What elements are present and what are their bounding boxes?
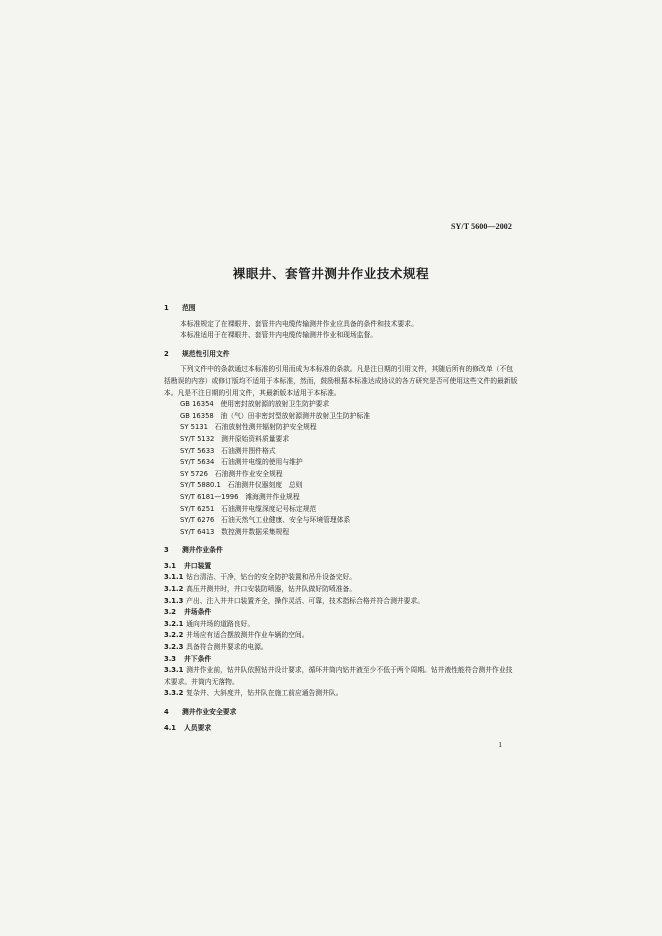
reference-item: GB 16354 使用密封放射源的放射卫生防护要求 (180, 400, 330, 409)
section-heading: 1 范围 (164, 304, 196, 312)
paragraph: 本标准适用于在裸眼井、套管井内电缆传输测井作业和现场监督。 (180, 331, 378, 340)
clause: 3.2.1 通向井场的道路良好。 (164, 619, 255, 628)
subsection-heading: 4.1 人员要求 (164, 723, 212, 732)
reference-item: SY/T 5634 石油测井电缆的使用与维护 (180, 458, 303, 467)
paragraph: 下列文件中的条款通过本标准的引用而成为本标准的条款。凡是注日期的引用文件，其随后所有的修改单（不包括勘误的内容）或修订版均不适用于本标准，然而，鼓励根据本标准达成协议的各方研究是否可使用这些文件的最新版本。凡是不注日期的引用文件，其最新版本适用于本标准。 (164, 365, 518, 397)
section-heading: 3 测井作业条件 (164, 546, 223, 555)
clause: 3.3.1 测井作业前，钻井队依照钻井设计要求，循环井筒内钻井液至少不低于两个周期。钻井液性能符合测井作业技术要求。井筒内无落物。 (164, 666, 513, 686)
clause: 3.3.2 复杂井、大斜度井，钻井队在施工前应通告测井队。 (164, 689, 343, 698)
reference-item: GB 16358 油（气）田非密封型放射源测井放射卫生防护标准 (180, 411, 371, 420)
reference-item: SY/T 6276 石油天然气工业健康、安全与环境管理体系 (180, 516, 351, 525)
clause: 3.1.3 产出、注入井井口装置齐全，操作灵活、可靠，技术指标合格并符合测井要求。 (164, 596, 425, 605)
standard-code: SY/T 5600—2002 (450, 222, 512, 231)
reference-item: SY/T 6413 数控测井数据采集规程 (180, 527, 290, 536)
subsection-heading: 3.2 井场条件 (164, 608, 212, 617)
reference-list (164, 399, 518, 538)
reference-item: SY/T 5132 测井原始资料质量要求 (180, 434, 290, 443)
reference-item: SY 5131 石油放射性测井辐射防护安全规程 (180, 423, 317, 432)
page-title: 裸眼井、套管井测井作业技术规程 (232, 266, 430, 281)
clause: 3.2.2 井场应有适合摆放测井作业车辆的空间。 (164, 631, 309, 640)
clause: 3.2.3 具备符合测井要求的电源。 (164, 643, 268, 652)
clause: 3.1.1 钻台清洁、干净，钻台的安全防护装置和吊升设备完好。 (164, 573, 357, 582)
reference-item: SY 5726 石油测井作业安全规程 (180, 469, 283, 478)
reference-item: SY/T 6251 石油测井电缆深度记号标定规范 (180, 504, 317, 513)
reference-item: SY/T 5633 石油测井图件格式 (180, 446, 276, 455)
page-number: 1 (498, 740, 502, 749)
section-heading: 4 测井作业安全要求 (164, 708, 237, 716)
document-body (164, 300, 518, 734)
reference-item: SY/T 6181—1996 滩海测井作业规程 (180, 492, 300, 501)
paragraph: 本标准规定了在裸眼井、套管井内电缆传输测井作业应具备的条件和技术要求。 (180, 319, 418, 328)
section-heading: 2 规范性引用文件 (164, 349, 230, 358)
clause: 3.1.2 高压井测井时，井口安装防喷器，钻井队做好防喷准备。 (164, 585, 357, 594)
subsection-heading: 3.1 井口装置 (164, 561, 212, 570)
subsection-heading: 3.3 井下条件 (164, 654, 212, 663)
reference-item: SY/T 5880.1 石油测井仪器刻度 总则 (180, 481, 303, 490)
